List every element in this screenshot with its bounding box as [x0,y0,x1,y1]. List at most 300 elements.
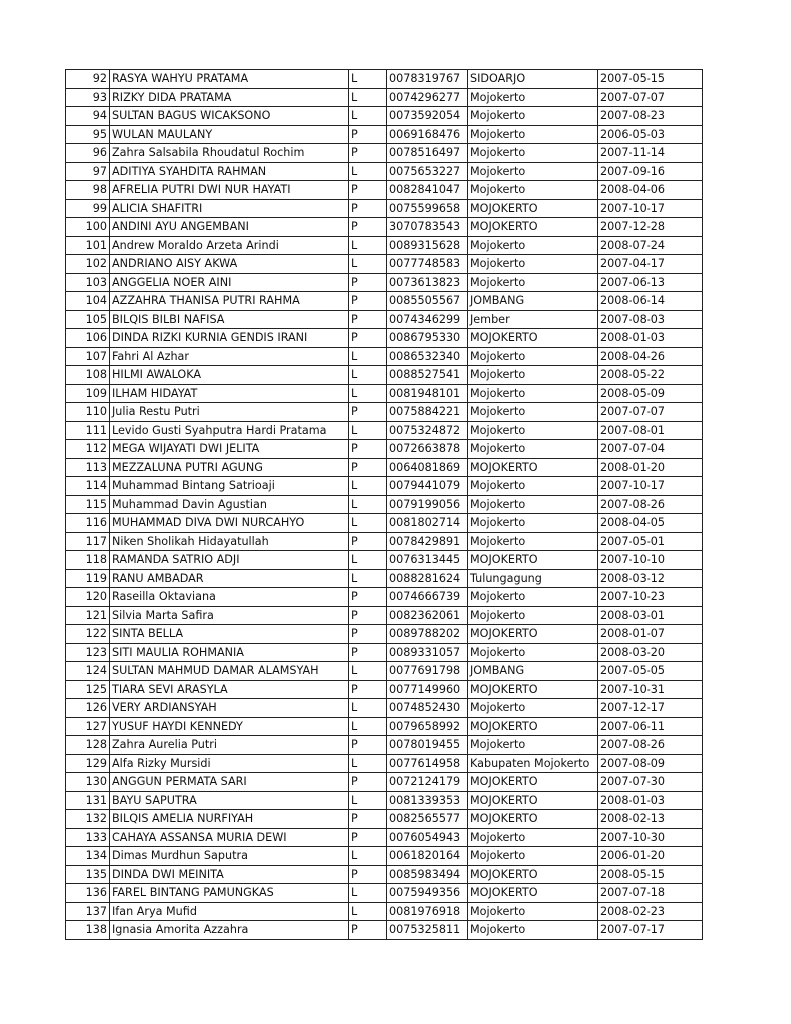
gender-cell: L [349,791,387,810]
birth-place-cell: Mojokerto [468,847,598,866]
student-id-cell: 0089315628 [387,236,468,255]
table-row [66,366,703,385]
student-name-cell: ANGGUN PERMATA SARI [110,773,349,792]
row-number-cell: 117 [66,532,110,551]
row-number-cell: 125 [66,680,110,699]
table-row [66,551,703,570]
birth-place-cell: MOJOKERTO [468,865,598,884]
birth-date-cell: 2007-08-26 [598,495,703,514]
birth-place-cell: MOJOKERTO [468,717,598,736]
row-number-cell: 127 [66,717,110,736]
student-name-cell: MEGA WIJAYATI DWI JELITA [110,440,349,459]
birth-date-cell: 2008-04-06 [598,181,703,200]
student-id-cell: 0078429891 [387,532,468,551]
table-row [66,847,703,866]
student-name-cell: BAYU SAPUTRA [110,791,349,810]
student-id-cell: 0064081869 [387,458,468,477]
row-number-cell: 92 [66,70,110,89]
birth-place-cell: Mojokerto [468,588,598,607]
row-number-cell: 99 [66,199,110,218]
student-name-cell: Muhammad Davin Agustian [110,495,349,514]
table-row [66,181,703,200]
table-row [66,791,703,810]
gender-cell: L [349,699,387,718]
student-name-cell: Zahra Aurelia Putri [110,736,349,755]
table-row [66,495,703,514]
student-name-cell: MUHAMMAD DIVA DWI NURCAHYO [110,514,349,533]
student-id-cell: 0074852430 [387,699,468,718]
student-id-cell: 0082565577 [387,810,468,829]
table-row [66,144,703,163]
student-id-cell: 0076054943 [387,828,468,847]
row-number-cell: 129 [66,754,110,773]
row-number-cell: 121 [66,606,110,625]
student-id-cell: 0085505567 [387,292,468,311]
birth-date-cell: 2008-01-03 [598,329,703,348]
birth-date-cell: 2007-07-30 [598,773,703,792]
student-name-cell: RIZKY DIDA PRATAMA [110,88,349,107]
row-number-cell: 119 [66,569,110,588]
student-name-cell: AZZAHRA THANISA PUTRI RAHMA [110,292,349,311]
student-name-cell: DINDA DWI MEINITA [110,865,349,884]
row-number-cell: 107 [66,347,110,366]
gender-cell: P [349,680,387,699]
birth-place-cell: Mojokerto [468,606,598,625]
birth-date-cell: 2008-01-07 [598,625,703,644]
student-name-cell: SINTA BELLA [110,625,349,644]
table-row [66,162,703,181]
table-row [66,569,703,588]
birth-date-cell: 2008-03-01 [598,606,703,625]
birth-date-cell: 2007-10-23 [598,588,703,607]
row-number-cell: 116 [66,514,110,533]
gender-cell: P [349,458,387,477]
row-number-cell: 109 [66,384,110,403]
gender-cell: L [349,569,387,588]
birth-date-cell: 2007-08-01 [598,421,703,440]
birth-place-cell: MOJOKERTO [468,218,598,237]
birth-date-cell: 2007-11-14 [598,144,703,163]
table-row [66,199,703,218]
table-row [66,532,703,551]
student-id-cell: 0082841047 [387,181,468,200]
gender-cell: L [349,495,387,514]
student-name-cell: DINDA RIZKI KURNIA GENDIS IRANI [110,329,349,348]
student-name-cell: ANDINI AYU ANGEMBANI [110,218,349,237]
table-row [66,773,703,792]
student-name-cell: Levido Gusti Syahputra Hardi Pratama [110,421,349,440]
student-name-cell: SULTAN MAHMUD DAMAR ALAMSYAH [110,662,349,681]
student-name-cell: Muhammad Bintang Satrioaji [110,477,349,496]
birth-place-cell: Jember [468,310,598,329]
table-row [66,255,703,274]
student-id-cell: 0075599658 [387,199,468,218]
row-number-cell: 130 [66,773,110,792]
birth-place-cell: Mojokerto [468,273,598,292]
student-id-cell: 0077614958 [387,754,468,773]
gender-cell: L [349,384,387,403]
row-number-cell: 114 [66,477,110,496]
gender-cell: L [349,347,387,366]
birth-place-cell: JOMBANG [468,662,598,681]
row-number-cell: 102 [66,255,110,274]
gender-cell: P [349,532,387,551]
student-id-cell: 0074296277 [387,88,468,107]
student-name-cell: TIARA SEVI ARASYLA [110,680,349,699]
row-number-cell: 138 [66,921,110,940]
birth-place-cell: MOJOKERTO [468,458,598,477]
student-id-cell: 0077149960 [387,680,468,699]
table-row [66,625,703,644]
student-name-cell: SITI MAULIA ROHMANIA [110,643,349,662]
table-row [66,754,703,773]
birth-date-cell: 2007-05-05 [598,662,703,681]
table-row [66,606,703,625]
birth-date-cell: 2007-08-26 [598,736,703,755]
birth-date-cell: 2007-06-13 [598,273,703,292]
gender-cell: L [349,88,387,107]
student-name-cell: Fahri Al Azhar [110,347,349,366]
student-table-body [66,70,703,940]
row-number-cell: 93 [66,88,110,107]
birth-place-cell: Tulungagung [468,569,598,588]
student-name-cell: ILHAM HIDAYAT [110,384,349,403]
table-row [66,403,703,422]
birth-place-cell: MOJOKERTO [468,810,598,829]
birth-date-cell: 2008-01-03 [598,791,703,810]
table-row [66,902,703,921]
gender-cell: L [349,421,387,440]
birth-place-cell: Mojokerto [468,236,598,255]
birth-date-cell: 2008-04-05 [598,514,703,533]
table-row [66,458,703,477]
birth-date-cell: 2007-10-30 [598,828,703,847]
table-row [66,310,703,329]
birth-place-cell: Mojokerto [468,347,598,366]
student-id-cell: 0075324872 [387,421,468,440]
gender-cell: P [349,329,387,348]
gender-cell: P [349,218,387,237]
table-row [66,477,703,496]
student-id-cell: 0072663878 [387,440,468,459]
birth-place-cell: Mojokerto [468,495,598,514]
birth-place-cell: MOJOKERTO [468,199,598,218]
birth-date-cell: 2008-02-23 [598,902,703,921]
student-id-cell: 0081976918 [387,902,468,921]
gender-cell: P [349,403,387,422]
row-number-cell: 113 [66,458,110,477]
birth-date-cell: 2008-03-12 [598,569,703,588]
birth-date-cell: 2007-04-17 [598,255,703,274]
birth-place-cell: MOJOKERTO [468,680,598,699]
birth-date-cell: 2007-08-23 [598,107,703,126]
birth-date-cell: 2008-02-13 [598,810,703,829]
gender-cell: P [349,773,387,792]
row-number-cell: 115 [66,495,110,514]
student-id-cell: 0073592054 [387,107,468,126]
birth-date-cell: 2007-07-04 [598,440,703,459]
birth-date-cell: 2007-07-17 [598,921,703,940]
birth-place-cell: Mojokerto [468,514,598,533]
table-row [66,329,703,348]
gender-cell: L [349,902,387,921]
gender-cell: L [349,847,387,866]
row-number-cell: 135 [66,865,110,884]
row-number-cell: 126 [66,699,110,718]
student-id-cell: 0079441079 [387,477,468,496]
student-id-cell: 0073613823 [387,273,468,292]
gender-cell: P [349,865,387,884]
student-id-cell: 0075325811 [387,921,468,940]
table-row [66,236,703,255]
student-name-cell: RAMANDA SATRIO ADJI [110,551,349,570]
student-id-cell: 0074346299 [387,310,468,329]
row-number-cell: 136 [66,884,110,903]
student-name-cell: WULAN MAULANY [110,125,349,144]
table-row [66,884,703,903]
table-row [66,347,703,366]
birth-date-cell: 2007-08-03 [598,310,703,329]
student-id-cell: 0077748583 [387,255,468,274]
table-row [66,588,703,607]
gender-cell: P [349,828,387,847]
student-name-cell: CAHAYA ASSANSA MURIA DEWI [110,828,349,847]
birth-place-cell: Mojokerto [468,828,598,847]
student-id-cell: 0081948101 [387,384,468,403]
student-id-cell: 0074666739 [387,588,468,607]
gender-cell: L [349,255,387,274]
birth-place-cell: Mojokerto [468,440,598,459]
student-name-cell: AFRELIA PUTRI DWI NUR HAYATI [110,181,349,200]
table-row [66,717,703,736]
table-row [66,680,703,699]
birth-date-cell: 2006-01-20 [598,847,703,866]
student-id-cell: 0078019455 [387,736,468,755]
birth-place-cell: MOJOKERTO [468,625,598,644]
gender-cell: L [349,514,387,533]
row-number-cell: 98 [66,181,110,200]
row-number-cell: 131 [66,791,110,810]
table-row [66,662,703,681]
birth-date-cell: 2007-05-01 [598,532,703,551]
table-row [66,273,703,292]
gender-cell: P [349,606,387,625]
student-name-cell: Alfa Rizky Mursidi [110,754,349,773]
row-number-cell: 137 [66,902,110,921]
student-id-cell: 0086795330 [387,329,468,348]
birth-date-cell: 2008-03-20 [598,643,703,662]
row-number-cell: 132 [66,810,110,829]
table-row [66,384,703,403]
gender-cell: P [349,625,387,644]
birth-date-cell: 2007-10-10 [598,551,703,570]
birth-place-cell: Mojokerto [468,403,598,422]
gender-cell: L [349,884,387,903]
birth-date-cell: 2008-04-26 [598,347,703,366]
birth-date-cell: 2007-05-15 [598,70,703,89]
birth-place-cell: Mojokerto [468,181,598,200]
student-id-cell: 0061820164 [387,847,468,866]
row-number-cell: 103 [66,273,110,292]
birth-date-cell: 2007-10-17 [598,199,703,218]
student-id-cell: 0088527541 [387,366,468,385]
table-row [66,421,703,440]
student-name-cell: Ifan Arya Mufid [110,902,349,921]
birth-place-cell: Mojokerto [468,384,598,403]
row-number-cell: 111 [66,421,110,440]
gender-cell: L [349,236,387,255]
birth-place-cell: Mojokerto [468,736,598,755]
table-row [66,292,703,311]
student-id-cell: 0081802714 [387,514,468,533]
student-name-cell: Dimas Murdhun Saputra [110,847,349,866]
row-number-cell: 122 [66,625,110,644]
student-id-cell: 0079199056 [387,495,468,514]
birth-place-cell: Mojokerto [468,107,598,126]
birth-date-cell: 2008-06-14 [598,292,703,311]
student-id-cell: 0079658992 [387,717,468,736]
student-name-cell: ANDRIANO AISY AKWA [110,255,349,274]
birth-place-cell: MOJOKERTO [468,551,598,570]
birth-date-cell: 2008-05-09 [598,384,703,403]
birth-date-cell: 2007-12-28 [598,218,703,237]
birth-place-cell: MOJOKERTO [468,329,598,348]
gender-cell: P [349,144,387,163]
student-name-cell: YUSUF HAYDI KENNEDY [110,717,349,736]
gender-cell: P [349,292,387,311]
row-number-cell: 112 [66,440,110,459]
row-number-cell: 133 [66,828,110,847]
student-name-cell: ANGGELIA NOER AINI [110,273,349,292]
student-id-cell: 0075949356 [387,884,468,903]
student-id-cell: 0078516497 [387,144,468,163]
birth-date-cell: 2007-08-09 [598,754,703,773]
student-id-cell: 0076313445 [387,551,468,570]
row-number-cell: 110 [66,403,110,422]
student-name-cell: BILQIS AMELIA NURFIYAH [110,810,349,829]
table-row [66,921,703,940]
table-row [66,736,703,755]
table-row [66,125,703,144]
student-id-cell: 0082362061 [387,606,468,625]
student-table [65,69,703,940]
birth-date-cell: 2007-10-17 [598,477,703,496]
student-name-cell: HILMI AWALOKA [110,366,349,385]
student-name-cell: BILQIS BILBI NAFISA [110,310,349,329]
student-name-cell: Julia Restu Putri [110,403,349,422]
birth-place-cell: Mojokerto [468,366,598,385]
table-row [66,865,703,884]
student-name-cell: MEZZALUNA PUTRI AGUNG [110,458,349,477]
table-row [66,440,703,459]
birth-place-cell: Mojokerto [468,477,598,496]
student-id-cell: 3070783543 [387,218,468,237]
row-number-cell: 106 [66,329,110,348]
birth-place-cell: MOJOKERTO [468,773,598,792]
gender-cell: P [349,643,387,662]
student-id-cell: 0072124179 [387,773,468,792]
gender-cell: P [349,181,387,200]
student-id-cell: 0078319767 [387,70,468,89]
gender-cell: L [349,662,387,681]
student-id-cell: 0085983494 [387,865,468,884]
student-id-cell: 0075653227 [387,162,468,181]
table-row [66,699,703,718]
student-id-cell: 0088281624 [387,569,468,588]
row-number-cell: 108 [66,366,110,385]
row-number-cell: 97 [66,162,110,181]
student-name-cell: ADITIYA SYAHDITA RAHMAN [110,162,349,181]
birth-date-cell: 2006-05-03 [598,125,703,144]
student-id-cell: 0086532340 [387,347,468,366]
student-name-cell: FAREL BINTANG PAMUNGKAS [110,884,349,903]
student-id-cell: 0089788202 [387,625,468,644]
student-name-cell: Niken Sholikah Hidayatullah [110,532,349,551]
birth-date-cell: 2007-06-11 [598,717,703,736]
birth-place-cell: Kabupaten Mojokerto [468,754,598,773]
gender-cell: L [349,366,387,385]
gender-cell: L [349,107,387,126]
table-row [66,107,703,126]
birth-place-cell: Mojokerto [468,88,598,107]
student-name-cell: Silvia Marta Safira [110,606,349,625]
gender-cell: L [349,717,387,736]
birth-place-cell: Mojokerto [468,902,598,921]
birth-date-cell: 2007-07-18 [598,884,703,903]
student-name-cell: ALICIA SHAFITRI [110,199,349,218]
birth-date-cell: 2008-01-20 [598,458,703,477]
birth-place-cell: Mojokerto [468,921,598,940]
student-id-cell: 0089331057 [387,643,468,662]
student-name-cell: RASYA WAHYU PRATAMA [110,70,349,89]
row-number-cell: 101 [66,236,110,255]
gender-cell: P [349,310,387,329]
student-name-cell: Raseilla Oktaviana [110,588,349,607]
birth-date-cell: 2008-05-22 [598,366,703,385]
table-row [66,514,703,533]
gender-cell: P [349,810,387,829]
birth-place-cell: Mojokerto [468,699,598,718]
row-number-cell: 134 [66,847,110,866]
birth-place-cell: SIDOARJO [468,70,598,89]
row-number-cell: 118 [66,551,110,570]
gender-cell: L [349,162,387,181]
birth-place-cell: Mojokerto [468,643,598,662]
row-number-cell: 96 [66,144,110,163]
gender-cell: P [349,921,387,940]
birth-date-cell: 2007-10-31 [598,680,703,699]
row-number-cell: 105 [66,310,110,329]
table-row [66,218,703,237]
row-number-cell: 120 [66,588,110,607]
birth-place-cell: Mojokerto [468,532,598,551]
gender-cell: L [349,754,387,773]
gender-cell: L [349,477,387,496]
student-name-cell: Zahra Salsabila Rhoudatul Rochim [110,144,349,163]
student-id-cell: 0075884221 [387,403,468,422]
gender-cell: L [349,70,387,89]
birth-place-cell: Mojokerto [468,125,598,144]
birth-date-cell: 2007-09-16 [598,162,703,181]
birth-place-cell: MOJOKERTO [468,791,598,810]
table-row [66,70,703,89]
birth-place-cell: MOJOKERTO [468,884,598,903]
table-row [66,828,703,847]
gender-cell: P [349,125,387,144]
student-name-cell: Andrew Moraldo Arzeta Arindi [110,236,349,255]
row-number-cell: 123 [66,643,110,662]
student-id-cell: 0081339353 [387,791,468,810]
